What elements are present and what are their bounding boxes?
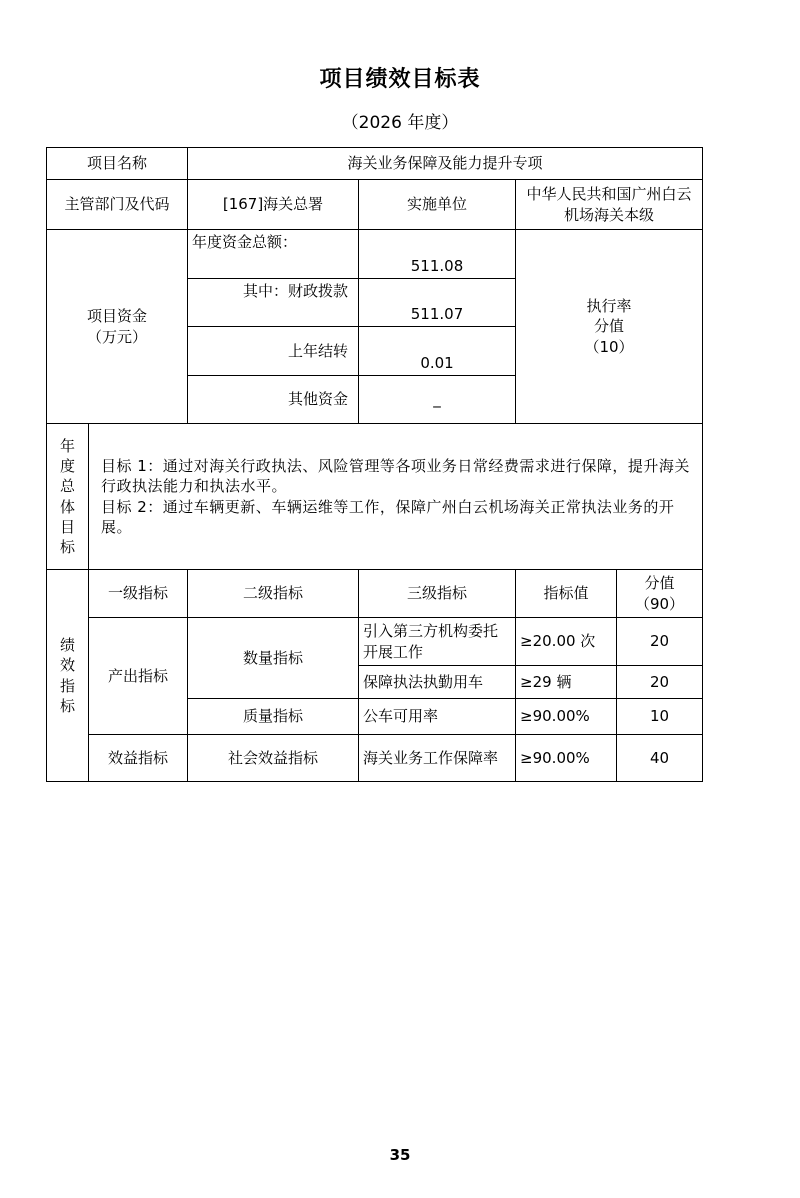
benefit-indicator-label: 效益指标 [89, 735, 188, 782]
indicators-label [47, 570, 89, 782]
page-number: 35 [389, 1146, 411, 1164]
unit-value: 中华人民共和国广州白云机场海关本级 [516, 180, 703, 230]
header-level2: 二级指标 [188, 570, 359, 618]
indicator-score: 40 [617, 735, 703, 782]
social-benefit-indicator-label: 社会效益指标 [188, 735, 359, 782]
header-level3: 三级指标 [359, 570, 516, 618]
quality-indicator-label: 质量指标 [188, 699, 359, 735]
indicator-score: 20 [617, 618, 703, 666]
table-row [47, 735, 703, 782]
funds-total-label: 年度资金总额： [188, 230, 359, 279]
funds-fiscal-value: 511.07 [359, 279, 516, 327]
header-score: 分值 （90） [617, 570, 703, 618]
indicator-name: 公车可用率 [359, 699, 516, 735]
execution-rate-label: 执行率 分值 （10） [516, 230, 703, 424]
indicator-value: ≥20.00 次 [516, 618, 617, 666]
indicator-value: ≥90.00% [516, 699, 617, 735]
indicator-score: 20 [617, 666, 703, 699]
table-row [47, 618, 703, 666]
funds-fiscal-label: 其中：财政拨款 [188, 279, 359, 327]
funds-label: 项目资金 （万元） [47, 230, 188, 424]
goal-1-text: 目标 1：通过对海关行政执法、风险管理等各项业务日常经费需求进行保障，提升海关行政执法能力和执法水平。 [101, 457, 690, 496]
indicator-name: 保障执法执勤用车 [359, 666, 516, 699]
performance-table [46, 147, 703, 782]
annual-goals-label-text: 年度总体目标 [59, 436, 75, 556]
indicator-score: 10 [617, 699, 703, 735]
funds-carryover-label: 上年结转 [188, 327, 359, 376]
indicators-label-text: 绩效指标 [59, 636, 75, 715]
annual-goals-content [89, 424, 703, 570]
row-project-name [47, 148, 703, 180]
indicator-name: 引入第三方机构委托开展工作 [359, 618, 516, 666]
project-name-value: 海关业务保障及能力提升专项 [188, 148, 703, 180]
row-annual-goals [47, 424, 703, 570]
header-value: 指标值 [516, 570, 617, 618]
page-title: 项目绩效目标表 [319, 67, 481, 92]
annual-goals-label [47, 424, 89, 570]
indicator-name: 海关业务工作保障率 [359, 735, 516, 782]
project-name-label: 项目名称 [47, 148, 188, 180]
funds-other-label: 其他资金 [188, 376, 359, 424]
row-department [47, 180, 703, 230]
goal-2-text: 目标 2：通过车辆更新、车辆运维等工作，保障广州白云机场海关正常执法业务的开展。 [101, 497, 675, 536]
row-indicator-headers [47, 570, 703, 618]
unit-label: 实施单位 [359, 180, 516, 230]
header-level1: 一级指标 [89, 570, 188, 618]
indicator-value: ≥29 辆 [516, 666, 617, 699]
funds-other-value: _ [359, 376, 516, 424]
page-subtitle: （2026 年度） [341, 113, 459, 133]
output-indicator-label: 产出指标 [89, 618, 188, 735]
funds-total-value: 511.08 [359, 230, 516, 279]
quantity-indicator-label: 数量指标 [188, 618, 359, 699]
indicator-value: ≥90.00% [516, 735, 617, 782]
funds-carryover-value: 0.01 [359, 327, 516, 376]
dept-value: [167]海关总署 [188, 180, 359, 230]
row-funds-total [47, 230, 703, 279]
dept-label: 主管部门及代码 [47, 180, 188, 230]
